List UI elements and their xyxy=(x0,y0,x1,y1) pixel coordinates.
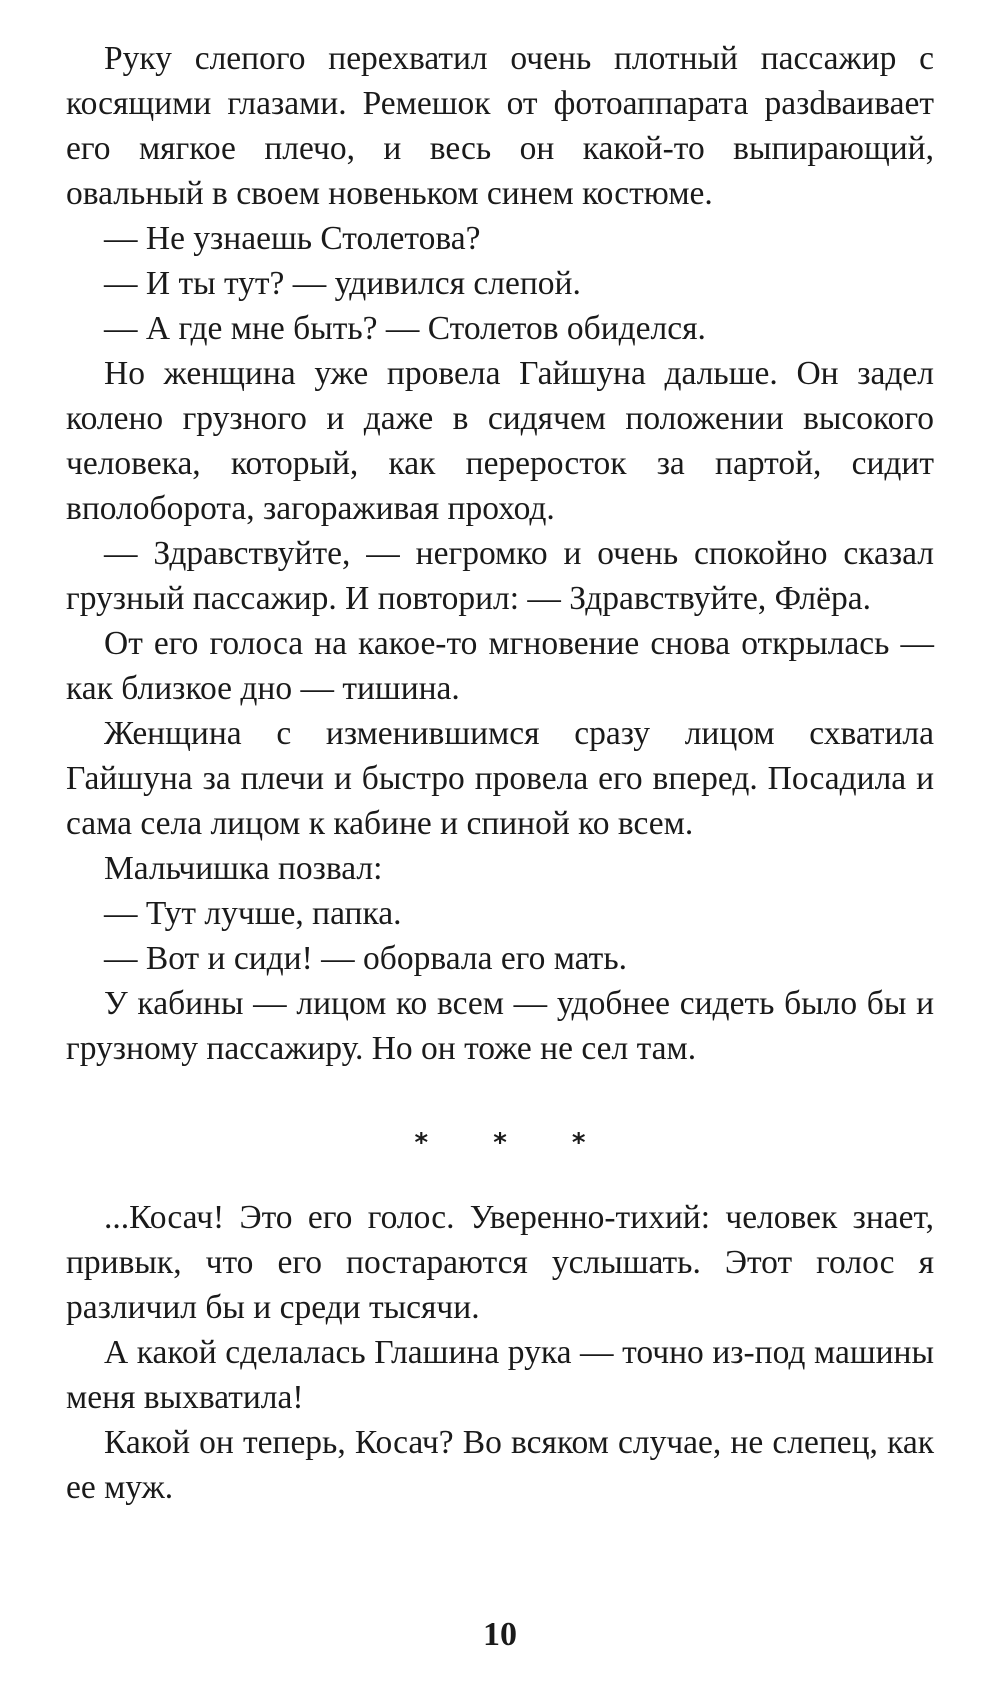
paragraph: Руку слепого перехватил очень плотный пассажир с косящими глазами. Ремешок от фотоаппарата разdваивает его мягкое плечо, и весь он какой-то выпирающий, овальный в своем новеньком синем костюме. xyxy=(66,40,934,212)
paragraph: От его голоса на какое-то мгновение снова открылась — как близкое дно — тишина. xyxy=(66,625,934,707)
paragraph: У кабины — лицом ко всем — удобнее сидеть было бы и грузному пассажиру. Но он тоже не сел там. xyxy=(66,985,934,1067)
paragraph: Но женщина уже провела Гайшуна дальше. Он задел колено грузного и даже в сидячем положении высокого человека, который, как переросток за партой, сидит вполоборота, загораживая проход. xyxy=(66,355,934,527)
paragraph: А какой сделалась Глашина рука — точно из-под машины меня выхватила! xyxy=(66,1334,934,1416)
paragraph: Мальчишка позвал: xyxy=(104,850,383,887)
page-number: 10 xyxy=(483,1616,517,1653)
paragraph: Какой он теперь, Косач? Во всяком случае, не слепец, как ее муж. xyxy=(66,1424,934,1506)
dialogue-line: — И ты тут? — удивился слепой. xyxy=(104,265,581,302)
paragraph: Женщина с изменившимся сразу лицом схватила Гайшуна за плечи и быстро провела его вперед. Посадила и сама села лицом к кабине и спиной ко всем. xyxy=(66,715,934,842)
text-section-2 xyxy=(66,1195,934,1510)
dialogue-line: — А где мне быть? — Столетов обиделся. xyxy=(104,310,706,347)
text-section-1 xyxy=(66,36,934,1071)
dialogue-line: — Не узнаешь Столетова? xyxy=(104,220,481,257)
section-separator: * * * xyxy=(414,1128,614,1158)
dialogue-line: — Здравствуйте, — негромко и очень спокойно сказал грузный пассажир. И повторил: — Здравствуйте, Флёра. xyxy=(66,535,934,617)
dialogue-line: — Тут лучше, папка. xyxy=(104,895,402,932)
dialogue-line: — Вот и сиди! — оборвала его мать. xyxy=(104,940,627,977)
paragraph: ...Косач! Это его голос. Уверенно-тихий: человек знает, привык, что его постараются услышать. Этот голос я различил бы и среди тысячи. xyxy=(66,1199,934,1326)
